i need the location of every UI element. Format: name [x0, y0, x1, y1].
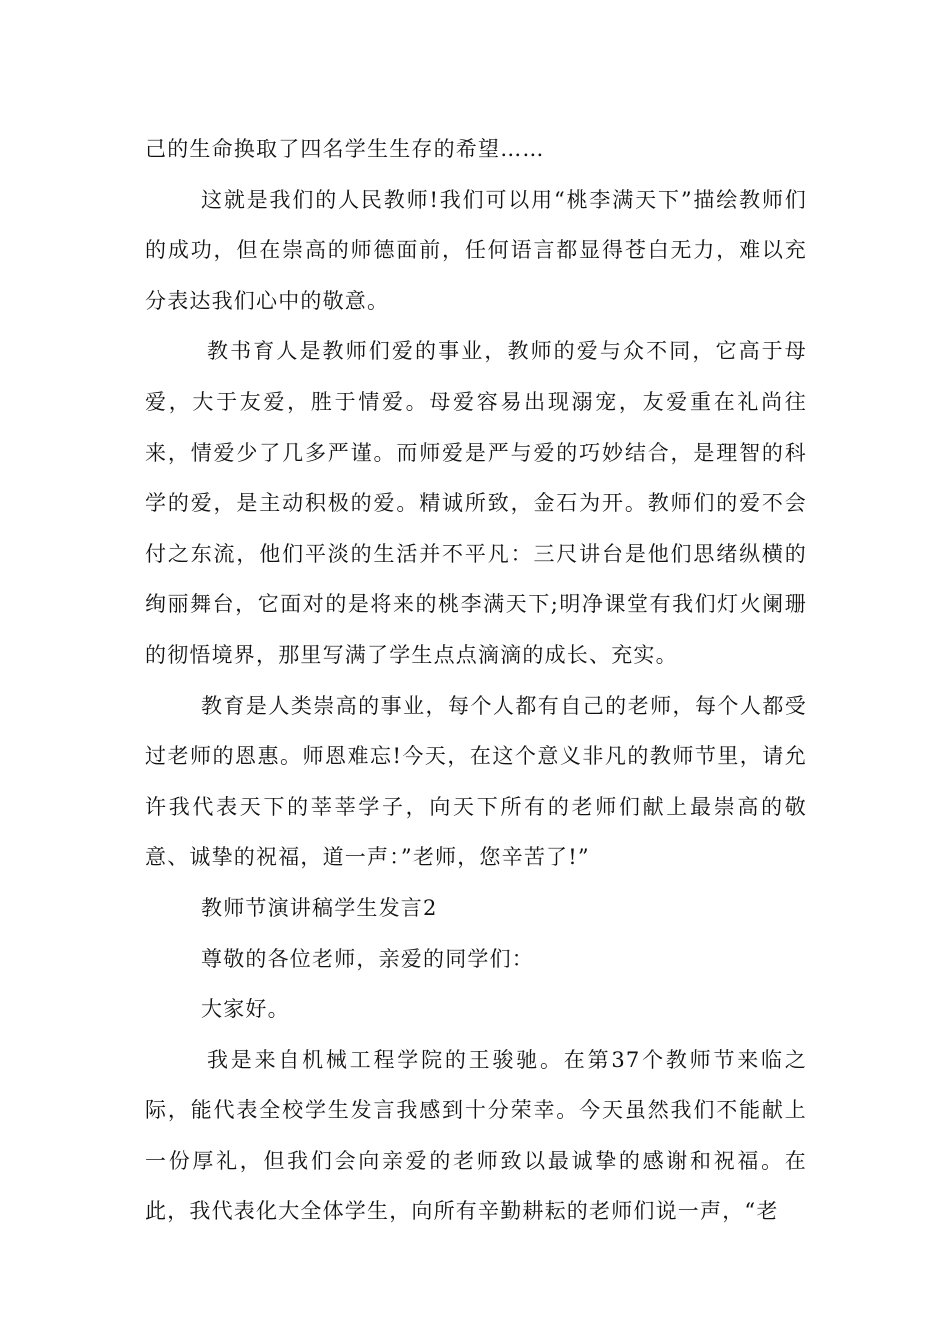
document-body: [145, 124, 807, 1237]
greeting: 大家好。: [201, 997, 290, 1022]
paragraph-tribute: 这就是我们的人民教师!我们可以用“桃李满天下”描绘教师们的成功，但在崇高的师德面前，任何语言都显得苍白无力，难以充分表达我们心中的敬意。: [145, 187, 807, 313]
paragraph-introduction: 我是来自机械工程学院的王骏驰。在第37个教师节来临之际，能代表全校学生发言我感到十分荣幸。今天虽然我们不能献上一份厚礼，但我们会向亲爱的老师致以最诚挚的感谢和祝福。在此，我代表化大全体学生，向所有辛勤耕耘的老师们说一声，“老: [145, 1047, 807, 1224]
section-heading: 教师节演讲稿学生发言2: [201, 895, 438, 920]
paragraph-continuation: 己的生命换取了四名学生生存的希望……: [145, 137, 545, 161]
salutation: 尊敬的各位老师，亲爱的同学们：: [201, 946, 534, 971]
paragraph-teacher-love: 教书育人是教师们爱的事业，教师的爱与众不同，它高于母爱，大于友爱，胜于情爱。母爱容易出现溺宠，友爱重在礼尚往来，情爱少了几多严谨。而师爱是严与爱的巧妙结合，是理智的科学的爱，是主动积极的爱。精诚所致，金石为开。教师们的爱不会付之东流，他们平淡的生活并不平凡：三尺讲台是他们思绪纵横的绚丽舞台，它面对的是将来的桃李满天下;明净课堂有我们灯火阑珊的彻悟境界，那里写满了学生点点滴滴的成长、充实。: [145, 339, 807, 667]
paragraph-gratitude: 教育是人类崇高的事业，每个人都有自己的老师，每个人都受过老师的恩惠。师恩难忘!今天，在这个意义非凡的教师节里，请允许我代表天下的莘莘学子，向天下所有的老师们献上最崇高的敬意、诚挚的祝福，道一声：”老师，您辛苦了!”: [145, 693, 807, 870]
